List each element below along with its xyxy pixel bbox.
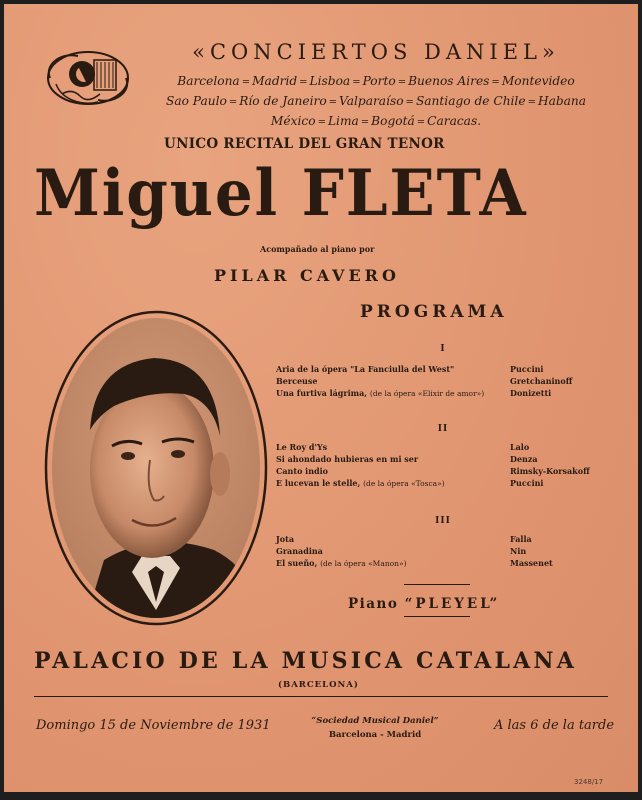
- city: Río de Janeiro: [239, 94, 327, 108]
- work-title: [276, 534, 294, 544]
- work-title: [276, 364, 454, 374]
- work-name: Jota: [276, 534, 294, 544]
- work-name: Canto indio: [276, 466, 329, 476]
- work-name: Si ahondado hubieras en mi ser: [276, 454, 419, 464]
- city: Madrid: [252, 74, 298, 88]
- conciertos-daniel-logo: [42, 44, 134, 112]
- composer-name: Denza: [510, 454, 538, 464]
- composer-name: Falla: [510, 534, 532, 544]
- work-title: [276, 478, 445, 488]
- accompaniment-label: Acompañado al piano por: [260, 244, 375, 254]
- divider: [404, 616, 470, 617]
- work-title: [276, 546, 323, 556]
- work-name: Aria de la ópera "La Fanciulla del West": [276, 364, 455, 374]
- pianist-name: PILAR CAVERO: [214, 266, 400, 285]
- work-name: Berceuse: [276, 376, 318, 386]
- piano-credit: [348, 596, 500, 612]
- venue-name: PALACIO DE LA MUSICA CATALANA: [34, 648, 577, 674]
- work-title: [276, 454, 418, 464]
- society-credit: [304, 714, 446, 742]
- work-name: Granadina: [276, 546, 323, 556]
- organizer-title: «CONCIERTOS DANIEL»: [192, 40, 560, 64]
- city: Caracas.: [427, 114, 482, 128]
- composer-name: Rimsky-Korsakoff: [510, 466, 590, 476]
- program-item: [276, 376, 606, 388]
- city: Buenos Aires: [408, 74, 490, 88]
- city: Barcelona: [177, 74, 240, 88]
- work-note: (de la ópera «Tosca»): [363, 479, 445, 488]
- work-title: [276, 466, 328, 476]
- composer-name: Puccini: [510, 478, 544, 488]
- work-name: E lucevan le stelle,: [276, 478, 361, 488]
- program-item: [276, 558, 606, 570]
- performer-name: Miguel FLETA: [34, 156, 528, 231]
- city: Habana: [537, 94, 587, 108]
- work-note: (de la ópera «Elixir de amor»): [369, 389, 485, 398]
- composer-name: Puccini: [510, 364, 544, 374]
- composer-name: Donizetti: [510, 388, 552, 398]
- work-title: [276, 388, 484, 398]
- program-part-number: I: [440, 344, 446, 354]
- cities-line-3: México = Lima = Bogotá = Caracas.: [270, 114, 482, 128]
- city: Sao Paulo: [165, 94, 227, 108]
- tenor-portrait: [44, 310, 268, 626]
- work-name: El sueño,: [276, 558, 318, 568]
- piano-label: Piano: [348, 596, 399, 612]
- work-title: [276, 558, 407, 568]
- concert-time: A las 6 de la tarde: [494, 718, 615, 733]
- cities-line-1: Barcelona = Madrid = Lisboa = Porto = Buenos Aires = Montevideo: [177, 74, 575, 88]
- city: Lima: [327, 114, 359, 128]
- concert-date: Domingo 15 de Noviembre de 1931: [36, 718, 271, 733]
- city: Lisboa: [309, 74, 351, 88]
- program-item: [276, 546, 606, 558]
- archive-mark: 3248/17: [574, 778, 604, 786]
- program-item: [276, 388, 606, 400]
- program-item: [276, 466, 606, 478]
- program-item: [276, 534, 606, 546]
- program-title: PROGRAMA: [360, 302, 508, 322]
- city: Valparaíso: [339, 94, 404, 108]
- program-part-number: II: [437, 424, 449, 434]
- work-note: (de la ópera «Manon»): [320, 559, 407, 568]
- composer-name: Lalo: [510, 442, 530, 452]
- society-cities: Barcelona - Madrid: [328, 730, 422, 740]
- program-item: [276, 478, 606, 490]
- concert-poster: [4, 4, 638, 792]
- cities-line-2: Sao Paulo = Río de Janeiro = Valparaíso = Santiago de Chile = Habana: [165, 94, 587, 108]
- city: Montevideo: [501, 74, 575, 88]
- city: Porto: [362, 74, 396, 88]
- city: México: [270, 114, 316, 128]
- society-name: “Sociedad Musical Daniel”: [311, 716, 439, 726]
- work-title: [276, 376, 317, 386]
- divider: [404, 584, 470, 585]
- composer-name: Gretchaninoff: [510, 376, 573, 386]
- recital-intro: UNICO RECITAL DEL GRAN TENOR: [164, 136, 445, 152]
- piano-brand: “PLEYEL”: [404, 596, 501, 612]
- composer-name: Nin: [510, 546, 527, 556]
- program-item: [276, 364, 606, 376]
- program-item: [276, 442, 606, 454]
- city: Santiago de Chile: [415, 94, 526, 108]
- work-name: Una furtiva lágrima,: [276, 388, 368, 398]
- city: Bogotá: [371, 114, 415, 128]
- program-part-number: III: [435, 516, 451, 526]
- venue-city: (BARCELONA): [278, 680, 359, 690]
- work-name: Le Roy d'Ys: [276, 442, 328, 452]
- tour-cities: [146, 72, 606, 132]
- work-title: [276, 442, 327, 452]
- composer-name: Massenet: [510, 558, 553, 568]
- divider: [34, 696, 608, 697]
- program-item: [276, 454, 606, 466]
